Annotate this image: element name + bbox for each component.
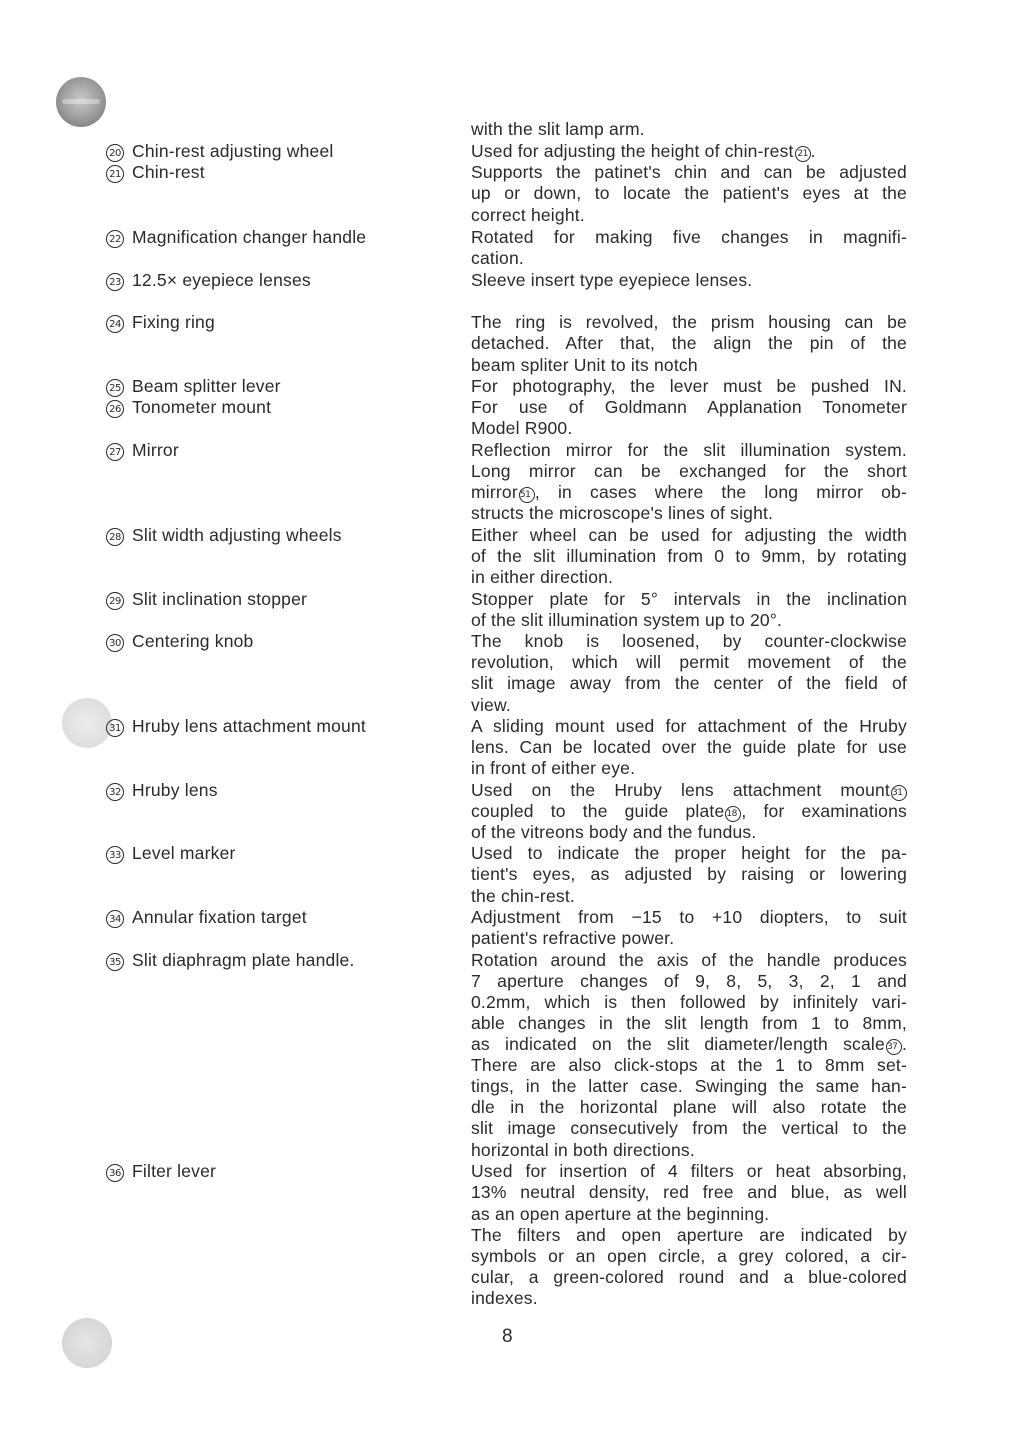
part-number: 31 [106, 719, 124, 737]
part-number: 26 [106, 400, 124, 418]
part-label: Chin-rest adjusting wheel [132, 141, 334, 161]
part-item [106, 716, 366, 737]
description-line: beam spliter Unit to its notch [471, 355, 698, 375]
description-line: Used to indicate the proper height for the pa- [471, 843, 907, 863]
part-number: 30 [106, 634, 124, 652]
description-line: of the slit illumination from 0 to 9mm, by rotating [471, 546, 907, 566]
description-line: patient's refractive power. [471, 928, 675, 948]
description-line: of the slit illumination system up to 20°. [471, 610, 783, 630]
description-line: view. [471, 695, 511, 715]
description-line: The ring is revolved, the prism housing can be [471, 312, 907, 332]
description-line: lens. Can be located over the guide plate for use [471, 737, 907, 757]
description-line: Adjustment from −15 to +10 diopters, to suit [471, 907, 907, 927]
description-line: in either direction. [471, 567, 614, 587]
description-line: cular, a green-colored round and a blue-colored [471, 1267, 907, 1287]
part-label: Tonometer mount [132, 397, 272, 417]
part-label: Beam splitter lever [132, 376, 281, 396]
description-line: of the vitreons body and the fundus. [471, 822, 757, 842]
part-item [106, 162, 205, 183]
part-item [106, 270, 311, 291]
part-item [106, 525, 342, 546]
description-line: horizontal in both directions. [471, 1140, 695, 1160]
reference-number: 37 [886, 1039, 902, 1055]
part-item [106, 397, 271, 418]
description-line: symbols or an open circle, a grey colored, a cir- [471, 1246, 907, 1266]
part-number: 33 [106, 846, 124, 864]
part-label: Centering knob [132, 631, 254, 651]
description-line: slit image away from the center of the field of [471, 673, 907, 693]
description-line: detached. After that, the align the pin of the [471, 333, 907, 353]
part-number: 34 [106, 910, 124, 928]
reference-number: 21 [795, 146, 811, 162]
part-label: Hruby lens [132, 780, 218, 800]
description-line: with the slit lamp arm. [471, 119, 645, 139]
description-line: mirror 51 , in cases where the long mirror ob- [471, 482, 907, 502]
page-number: 8 [502, 1326, 513, 1347]
description-line: indexes. [471, 1288, 538, 1308]
part-label: Slit inclination stopper [132, 589, 308, 609]
part-number: 27 [106, 443, 124, 461]
part-item [106, 312, 215, 333]
part-number: 36 [106, 1164, 124, 1182]
description-line: tient's eyes, as adjusted by raising or lowering [471, 864, 907, 884]
part-item [106, 376, 281, 397]
description-line: A sliding mount used for attachment of the Hruby [471, 716, 907, 736]
binder-hole-top [56, 77, 106, 127]
reference-number: 31 [891, 785, 907, 801]
part-label: Slit width adjusting wheels [132, 525, 342, 545]
part-item [106, 141, 334, 162]
part-label: Annular fixation target [132, 907, 307, 927]
description-line: Rotated for making five changes in magnifi- [471, 227, 907, 247]
part-item [106, 227, 366, 248]
part-label: Filter lever [132, 1161, 217, 1181]
part-label: Mirror [132, 440, 179, 460]
description-line: structs the microscope's lines of sight. [471, 503, 774, 523]
part-number: 25 [106, 379, 124, 397]
part-item [106, 440, 179, 461]
part-item [106, 1161, 216, 1182]
part-number: 32 [106, 783, 124, 801]
part-label: Fixing ring [132, 312, 215, 332]
description-line: up or down, to locate the patient's eyes at the [471, 183, 907, 203]
description-line: There are also click-stops at the 1 to 8mm set- [471, 1055, 907, 1075]
description-line: correct height. [471, 205, 585, 225]
description-line: For photography, the lever must be pushed IN. [471, 376, 907, 396]
description-line: 7 aperture changes of 9, 8, 5, 3, 2, 1 and [471, 971, 907, 991]
part-number: 21 [106, 165, 124, 183]
description-line: 0.2mm, which is then followed by infinitely vari- [471, 992, 907, 1012]
description-line: Long mirror can be exchanged for the short [471, 461, 907, 481]
description-line: Model R900. [471, 418, 573, 438]
description-line: cation. [471, 248, 524, 268]
part-item [106, 950, 355, 971]
part-label: Level marker [132, 843, 236, 863]
description-line: For use of Goldmann Applanation Tonometer [471, 397, 907, 417]
binder-hole-bottom [62, 1318, 112, 1368]
description-line: Used for insertion of 4 filters or heat absorbing, [471, 1161, 907, 1181]
description-line: the chin-rest. [471, 886, 575, 906]
description-line: able changes in the slit length from 1 to 8mm, [471, 1013, 907, 1033]
description-line: Reflection mirror for the slit illumination system. [471, 440, 907, 460]
description-line: Rotation around the axis of the handle produces [471, 950, 907, 970]
description-line: Either wheel can be used for adjusting the width [471, 525, 907, 545]
part-label: Hruby lens attachment mount [132, 716, 366, 736]
binder-hole-middle [62, 698, 112, 748]
description-line: Stopper plate for 5° intervals in the inclination [471, 589, 907, 609]
part-item [106, 780, 218, 801]
description-line: dle in the horizontal plane will also rotate the [471, 1097, 907, 1117]
part-number: 35 [106, 953, 124, 971]
description-line: as an open aperture at the beginning. [471, 1204, 770, 1224]
description-line: Used on the Hruby lens attachment mount 31 [471, 780, 907, 801]
reference-number: 18 [725, 806, 741, 822]
part-item [106, 843, 236, 864]
part-number: 23 [106, 273, 124, 291]
description-line: Used for adjusting the height of chin-rest 21 . [471, 141, 816, 161]
part-number: 29 [106, 592, 124, 610]
description-line: slit image consecutively from the vertical to the [471, 1118, 907, 1138]
part-label: Chin-rest [132, 162, 205, 182]
part-number: 20 [106, 144, 124, 162]
part-number: 24 [106, 315, 124, 333]
part-number: 28 [106, 528, 124, 546]
description-line: Supports the patinet's chin and can be adjusted [471, 162, 907, 182]
description-line: revolution, which will permit movement of the [471, 652, 907, 672]
description-line: The knob is loosened, by counter-clockwise [471, 631, 907, 651]
description-line: tings, in the latter case. Swinging the same han- [471, 1076, 907, 1096]
reference-number: 51 [519, 487, 535, 503]
part-label: Magnification changer handle [132, 227, 367, 247]
part-item [106, 631, 254, 652]
part-label: 12.5× eyepiece lenses [132, 270, 311, 290]
part-label: Slit diaphragm plate handle. [132, 950, 355, 970]
part-number: 22 [106, 230, 124, 248]
description-line: The filters and open aperture are indicated by [471, 1225, 907, 1245]
description-line: 13% neutral density, red free and blue, as well [471, 1182, 907, 1202]
description-line: in front of either eye. [471, 758, 636, 778]
description-line: as indicated on the slit diameter/length scale 37 . [471, 1034, 907, 1054]
part-item [106, 589, 307, 610]
part-item [106, 907, 307, 928]
description-line: Sleeve insert type eyepiece lenses. [471, 270, 753, 290]
description-line: coupled to the guide plate 18 , for examinations [471, 801, 907, 821]
